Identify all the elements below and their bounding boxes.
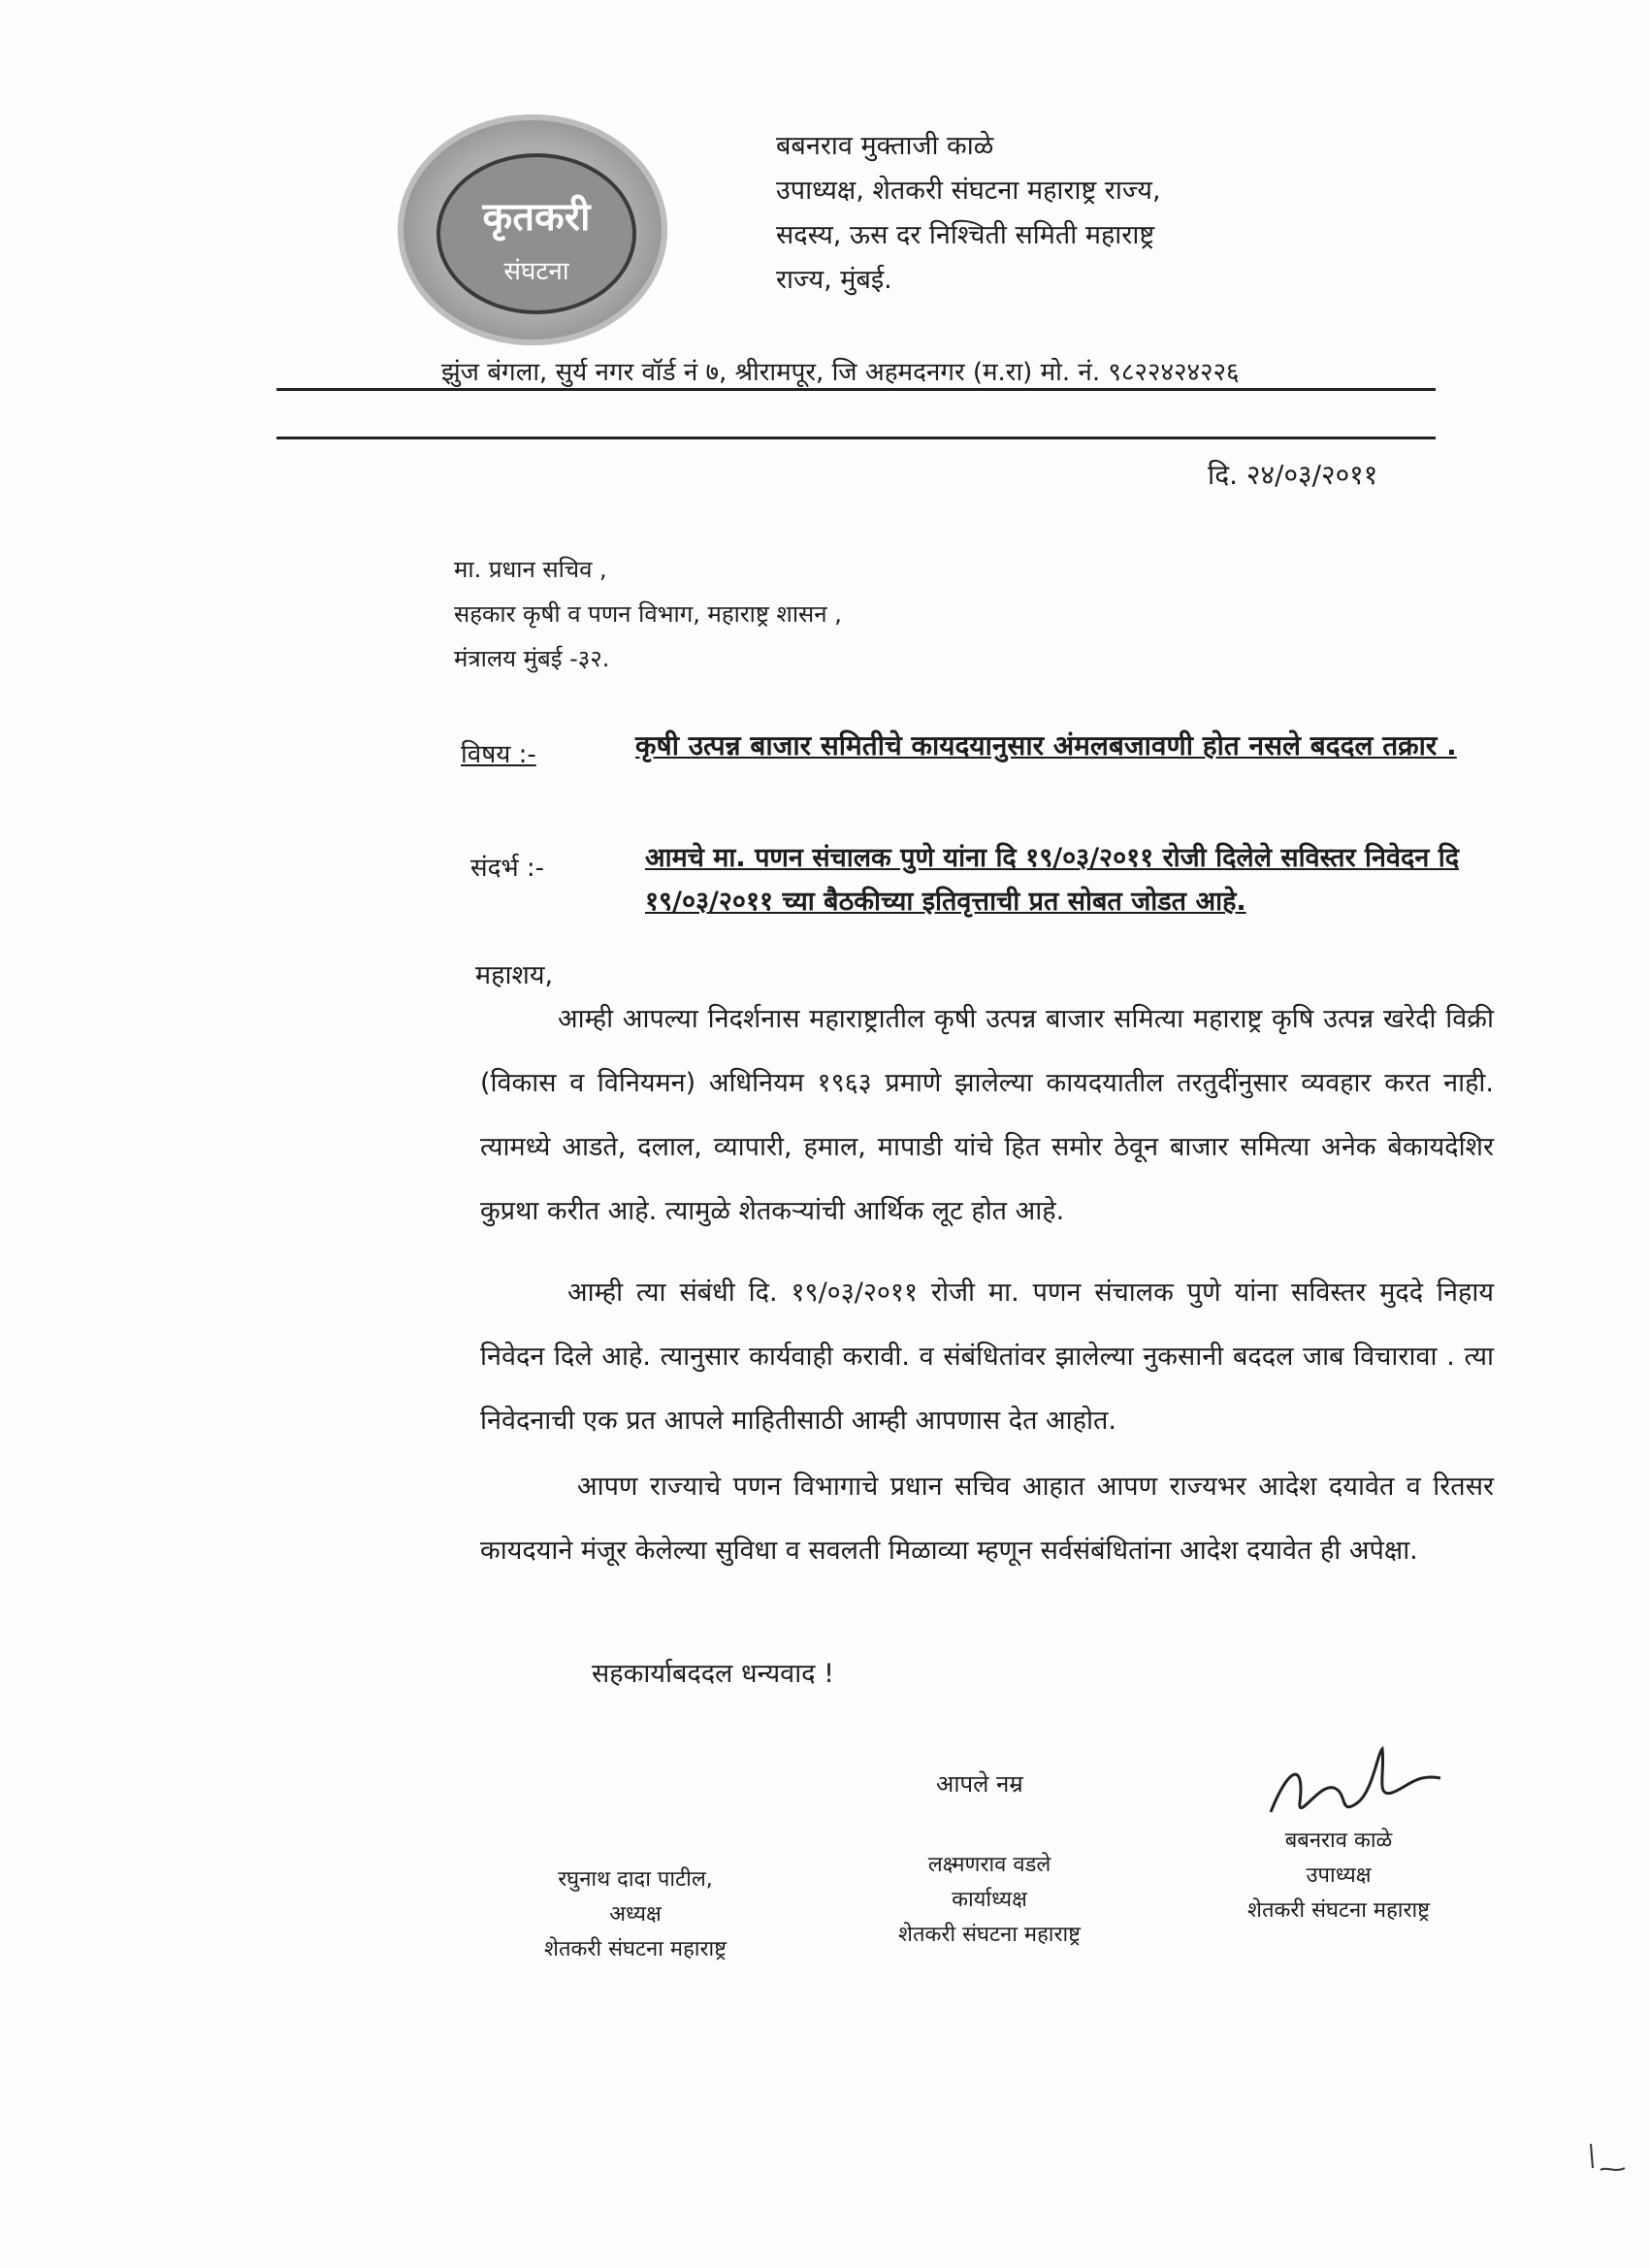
header-rule-bottom (276, 437, 1436, 439)
subject-label: विषय :- (461, 740, 536, 769)
reference-text: आमचे मा. पणन संचालक पुणे यांना दि १९/०३/२०११ रोजी दिलेले सविस्तर निवेदन दि १९/०३/२०११ च्या बैठकीच्या इतिवृत्ताची प्रत सोबत जोडत आहे. (645, 843, 1460, 917)
signatory-right-org: शेतकरी संघटना महाराष्ट्र (1246, 1898, 1431, 1923)
signatory-left-title: अध्यक्ष (609, 1902, 662, 1927)
signatory-right-title: उपाध्यक्ष (1306, 1863, 1372, 1888)
scan-mark (1581, 2139, 1630, 2178)
header-rule-top (276, 388, 1436, 391)
seal-inner-ring (436, 153, 636, 314)
sender-designation-2: सदस्य, ऊस दर निश्चिती समिती महाराष्ट्र (776, 220, 1155, 250)
signatory-middle-org: शेतकरी संघटना महाराष्ट्र (897, 1923, 1082, 1947)
body-paragraph-3: आपण राज्याचे पणन विभागाचे प्रधान सचिव आहात आपण राज्यभर आदेश दयावेत व रितसर कायदयाने मंजूर केलेल्या सुविधा व सवलती मिळाव्या म्हणून सर्वसंबंधितांना आदेश दयावेत ही अपेक्षा. (480, 1472, 1494, 1566)
signatory-right-name: बबनराव काळे (1284, 1829, 1393, 1853)
reference-label: संदर्भ :- (470, 854, 545, 883)
sender-designation-3: राज्य, मुंबई. (776, 265, 892, 295)
signatory-middle (863, 1848, 1116, 1953)
seal-top-text: कृतकरी (482, 195, 591, 240)
sender-address: झुंज बंगला, सुर्य नगर वॉर्ड नं ७, श्रीरामपूर, जि अहमदनगर (म.रा) मो. नं. ९८२२४२४२२६ (441, 358, 1240, 387)
signatory-middle-name: लक्ष्मणराव वडले (927, 1853, 1051, 1877)
recipient-line-1: मा. प्रधान सचिव , (454, 556, 607, 583)
body-paragraph-1: आम्ही आपल्या निदर्शनास महाराष्ट्रातील कृषी उत्पन्न बाजार समित्या महाराष्ट्र कृषि उत्पन्न खरेदी विक्री (विकास व विनियमन) अधिनियम १९६३ प्रमाणे झालेल्या कायदयातील तरतुदींनुसार व्यवहार करत नाही. त्यामध्ये आडते, दलाल, व्यापारी, हमाल, मापाडी यांचे हित समोर ठेवून बाजार समित्या अनेक बेकायदेशिर कुप्रथा करीत आहे. त्यामुळे शेतकऱ्यांची आर्थिक लूट होत आहे. (480, 1004, 1494, 1226)
organization-seal (398, 114, 667, 345)
signatory-left-org: शेतकरी संघटना महाराष्ट्र (543, 1937, 728, 1961)
seal-bottom-text: संघटना (503, 257, 569, 286)
sender-designation-1: उपाध्यक्ष, शेतकरी संघटना महाराष्ट्र राज्य, (776, 176, 1161, 206)
signatory-middle-title: कार्याध्यक्ष (952, 1888, 1027, 1912)
signatory-right (1208, 1824, 1470, 1928)
signatory-left (509, 1863, 761, 1967)
recipient-line-2: सहकार कृषी व पणन विभाग, महाराष्ट्र शासन , (454, 600, 842, 628)
recipient-block (454, 547, 842, 681)
signatory-left-name: रघुनाथ दादा पाटील, (558, 1867, 713, 1892)
letterhead (776, 124, 1161, 303)
subject-text: कृषी उत्पन्न बाजार समितीचे कायदयानुसार अंमलबजावणी होत नसले बददल तक्रार . (635, 729, 1457, 761)
handwritten-signature (1261, 1744, 1445, 1831)
thanks-line: सहकार्याबददल धन्यवाद ! (592, 1659, 834, 1689)
letter-date: दि. २४/०३/२०११ (1208, 459, 1378, 491)
body-paragraph-2: आम्ही त्या संबंधी दि. १९/०३/२०११ रोजी मा. पणन संचालक पुणे यांना सविस्तर मुददे निहाय निवेदन दिले आहे. त्यानुसार कार्यवाही करावी. व संबंधितांवर झालेल्या नुकसानी बददल जाब विचारावा . त्या निवेदनाची एक प्रत आपले माहितीसाठी आम्ही आपणास देत आहोत. (480, 1278, 1494, 1436)
sender-name: बबनराव मुक्ताजी काळे (776, 131, 994, 161)
recipient-line-3: मंत्रालय मुंबई -३२. (454, 645, 610, 672)
salutation: महाशय, (475, 960, 554, 990)
closing-line: आपले नम्र (936, 1770, 1023, 1798)
